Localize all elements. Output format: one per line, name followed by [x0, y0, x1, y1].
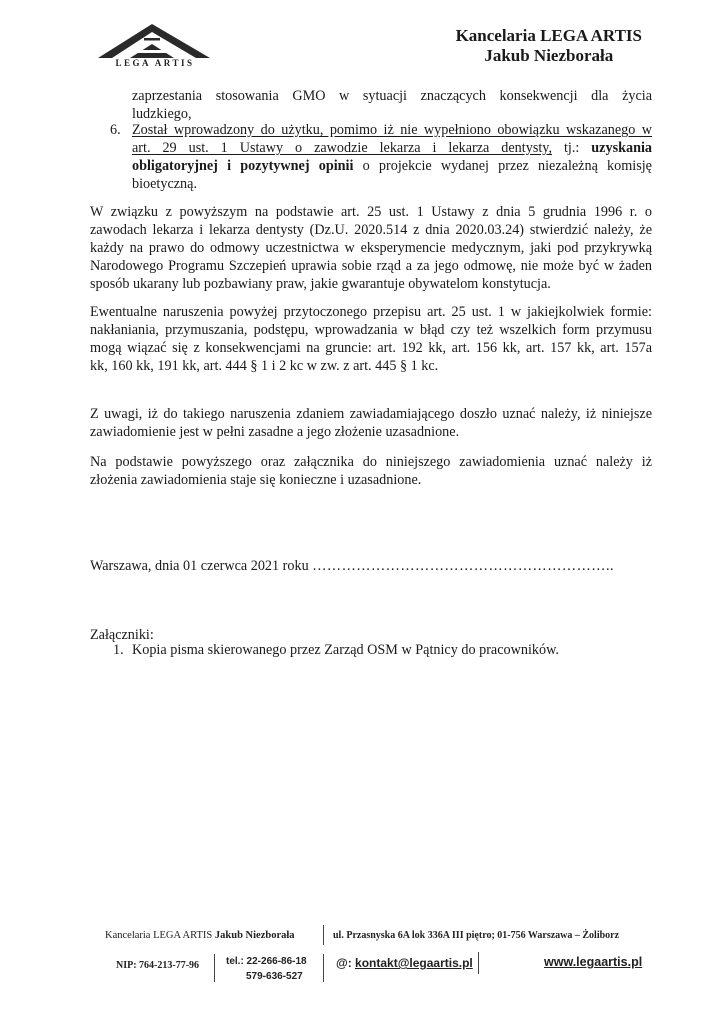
- text-line: Na podstawie powyższego oraz załącznika do niniejszego zawiadomienia uznać należy iż: [90, 454, 652, 470]
- list-number: 6.: [110, 122, 121, 138]
- text-line: mogą wiązać się z konsekwencjami na gruncie: art. 192 kk, art. 156 kk, art. 157 kk, art. 157a: [90, 340, 652, 356]
- firm-name: Kancelaria LEGA ARTIS: [455, 26, 642, 45]
- text-line: zawiadomienie jest w pełni zasadne a jego złożenie uzasadnione.: [90, 424, 460, 440]
- text-line: [132, 139, 652, 157]
- attachment-item: Kopia pisma skierowanego przez Zarząd OSM w Pątnicy do pracowników.: [132, 642, 559, 658]
- list-continuation: [132, 87, 652, 123]
- text-line: [90, 557, 670, 575]
- text-line: nakłaniania, przymuszania, podstępu, wprowadzania w błąd czy też wszelkich form przymusu: [90, 322, 652, 338]
- text-line: zaprzestania stosowania GMO w sytuacji znaczących konsekwencji dla życia: [132, 88, 652, 104]
- footer-website-link[interactable]: www.legaartis.pl: [544, 955, 643, 969]
- text-span: o projekcie wydanej przez niezależną komisję: [353, 158, 652, 174]
- footer-phone: tel.: 22-266-86-18: [226, 956, 307, 967]
- footer-divider: [478, 952, 479, 974]
- paragraph-1: [90, 203, 652, 293]
- text-line: złożenia zawiadomienia staje się konieczne i uzasadnione.: [90, 472, 422, 488]
- footer-address: ul. Przasnyska 6A lok 336A III piętro; 01-756 Warszawa – Żoliborz: [333, 930, 620, 941]
- place-date: Warszawa, dnia 01 czerwca 2021 roku: [90, 558, 309, 574]
- bold-text: uzyskania: [591, 140, 653, 156]
- text-line: zawodach lekarza i lekarza dentysty (Dz.U. 2020.514 z dnia 2020.03.24) stwierdzić należy, że: [90, 222, 652, 238]
- list-item-6: [132, 121, 652, 193]
- footer-divider: [323, 925, 324, 945]
- text-line: bioetyczną.: [132, 176, 197, 192]
- footer-firm-owner: Jakub Niezborała: [214, 930, 295, 941]
- footer-nip: NIP: 764-213-77-96: [116, 960, 200, 971]
- footer-email-block: [336, 956, 473, 971]
- footer-firm-name: Kancelaria LEGA ARTIS: [105, 930, 215, 941]
- text-line: Z uwagi, iż do takiego naruszenia zdaniem zawiadamiającego doszło uznać należy, iż niniejsze: [90, 406, 652, 422]
- firm-owner: Jakub Niezborała: [484, 46, 614, 65]
- underlined-reference: art. 29 ust. 1 Ustawy o zawodzie lekarza i lekarza dentysty,: [132, 140, 552, 156]
- paragraph-4: [90, 453, 652, 489]
- bold-text: obligatoryjnej i pozytywnej opinii: [132, 158, 354, 174]
- text-line: każdy na prawo do odmowy uczestnictwa w eksperymencie medycznym, jaki pod przykrywką: [90, 240, 652, 256]
- logo-text: LEGA ARTIS: [115, 58, 195, 68]
- at-icon: @:: [336, 956, 356, 970]
- attachment-number: 1.: [113, 642, 124, 658]
- footer-phone-2: 579-636-527: [246, 971, 303, 982]
- signature-dots: ……………………………………………………..: [312, 558, 615, 574]
- text-line: Ewentualne naruszenia powyżej przytoczonego przepisu art. 25 ust. 1 w jakiejkolwiek formie:: [90, 304, 652, 320]
- text-line: [132, 157, 652, 175]
- footer-firm: [105, 930, 295, 941]
- text-line: Narodowego Programu Szczepień uprawia sobie rząd a za jego odmowę, nie może być w żaden: [90, 258, 652, 274]
- text-line: W związku z powyższym na podstawie art. 25 ust. 1 Ustawy z dnia 5 grudnia 1996 r. o: [90, 204, 652, 220]
- text-line: kk, 160 kk, 191 kk, art. 444 § 1 i 2 kc w zw. z art. 445 § 1 kc.: [90, 358, 439, 374]
- footer-email-link[interactable]: kontakt@legaartis.pl: [355, 956, 473, 970]
- footer-divider: [323, 954, 324, 982]
- firm-header: [456, 26, 642, 66]
- text-line: Został wprowadzony do użytku, pomimo iż nie wypełniono obowiązku wskazanego w: [132, 122, 652, 138]
- paragraph-3: [90, 405, 652, 441]
- text-span: tj.:: [552, 140, 592, 156]
- paragraph-2: [90, 303, 652, 375]
- text-line: sposób ukarany lub pozbawiany praw, jakie gwarantuje obywatelom konstytucja.: [90, 276, 551, 292]
- date-line: [90, 557, 670, 575]
- attachments-heading: Załączniki:: [90, 627, 154, 643]
- text-line: ludzkiego,: [132, 106, 192, 122]
- footer-divider: [214, 954, 215, 982]
